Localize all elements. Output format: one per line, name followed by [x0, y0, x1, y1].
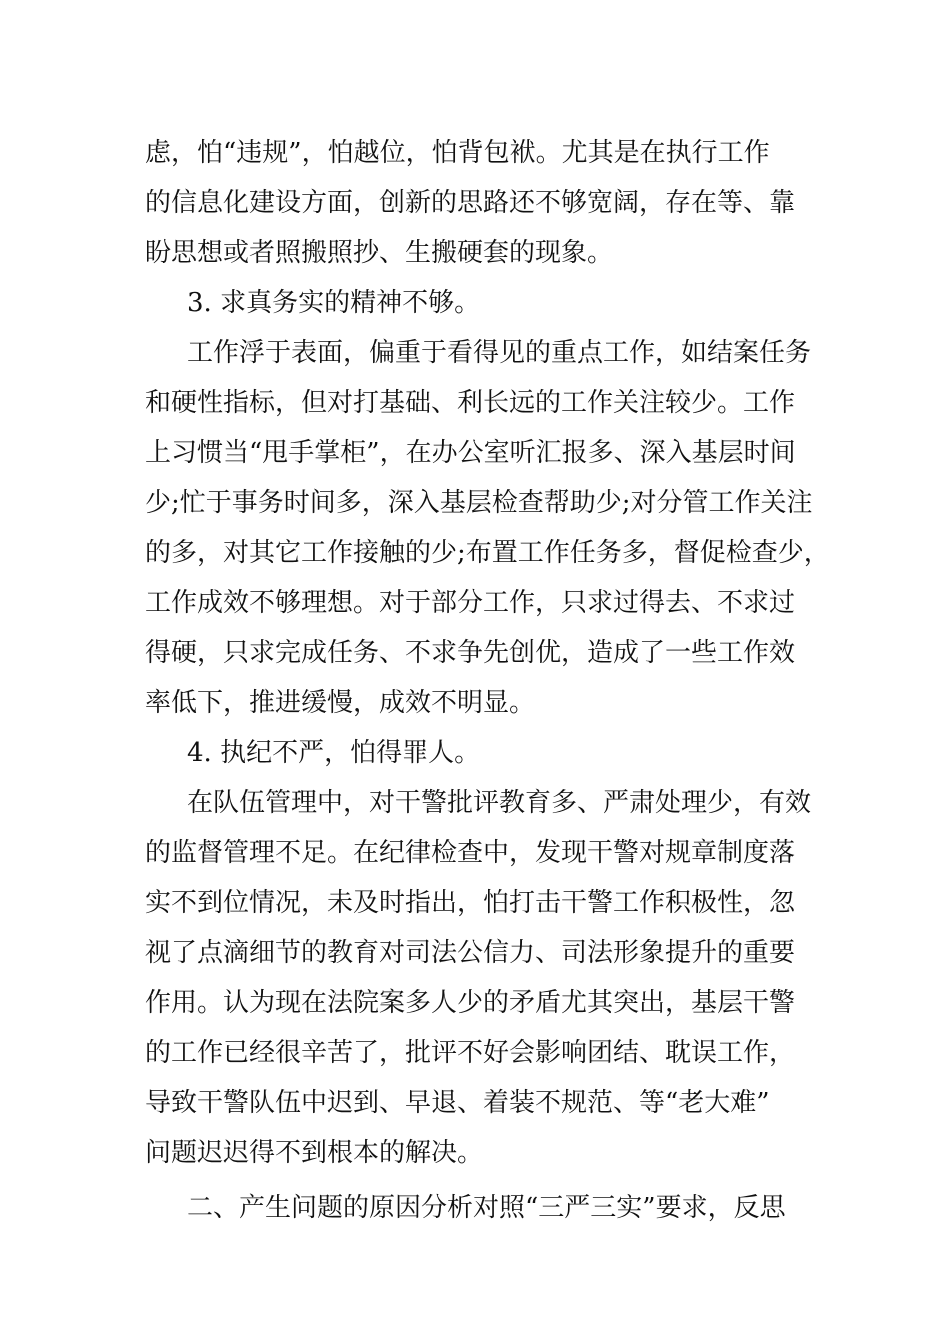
- text-line: 和硬性指标，但对打基础、利长远的工作关注较少。工作: [145, 388, 796, 418]
- paragraph-continuation: [145, 128, 810, 278]
- section-heading-4: 4. 执纪不严，怕得罪人。: [187, 738, 481, 768]
- text-line: 实不到位情况，未及时指出，怕打击干警工作积极性，忽: [145, 888, 796, 918]
- text-line: 工作浮于表面，偏重于看得见的重点工作，如结案任务: [187, 338, 812, 368]
- text-line: 得硬，只求完成任务、不求争先创优，造成了一些工作效: [145, 638, 796, 668]
- text-line: 上习惯当“甩手掌柜”，在办公室听汇报多、深入基层时间: [145, 438, 796, 468]
- text-line: 的多，对其它工作接触的少;布置工作任务多，督促检查少，: [145, 538, 830, 568]
- paragraph-4: [145, 778, 810, 1178]
- section-heading-2: 二、产生问题的原因分析对照“三严三实”要求，反思: [187, 1193, 786, 1223]
- text-line: 作用。认为现在法院案多人少的矛盾尤其突出，基层干警: [145, 988, 796, 1018]
- section-heading-3: 3. 求真务实的精神不够。: [187, 288, 481, 318]
- text-line: 的信息化建设方面，创新的思路还不够宽阔，存在等、靠: [145, 188, 796, 218]
- text-line: 少;忙于事务时间多，深入基层检查帮助少;对分管工作关注: [145, 488, 813, 518]
- text-line: 视了点滴细节的教育对司法公信力、司法形象提升的重要: [145, 938, 796, 968]
- text-line: 在队伍管理中，对干警批评教育多、严肃处理少，有效: [187, 788, 812, 818]
- text-line: 的工作已经很辛苦了，批评不好会影响团结、耽误工作，: [145, 1038, 796, 1068]
- text-line: 工作成效不够理想。对于部分工作，只求过得去、不求过: [145, 588, 796, 618]
- text-line: 问题迟迟得不到根本的解决。: [145, 1138, 484, 1168]
- text-line: 导致干警队伍中迟到、早退、着装不规范、等“老大难”: [145, 1088, 770, 1118]
- text-line: 虑，怕“违规”，怕越位，怕背包袱。尤其是在执行工作: [145, 138, 770, 168]
- document-body: [145, 128, 830, 1233]
- text-line: 率低下，推进缓慢，成效不明显。: [145, 688, 536, 718]
- text-line: 的监督管理不足。在纪律检查中，发现干警对规章制度落: [145, 838, 796, 868]
- paragraph-3: [145, 328, 830, 728]
- text-line: 盼思想或者照搬照抄、生搬硬套的现象。: [145, 238, 614, 268]
